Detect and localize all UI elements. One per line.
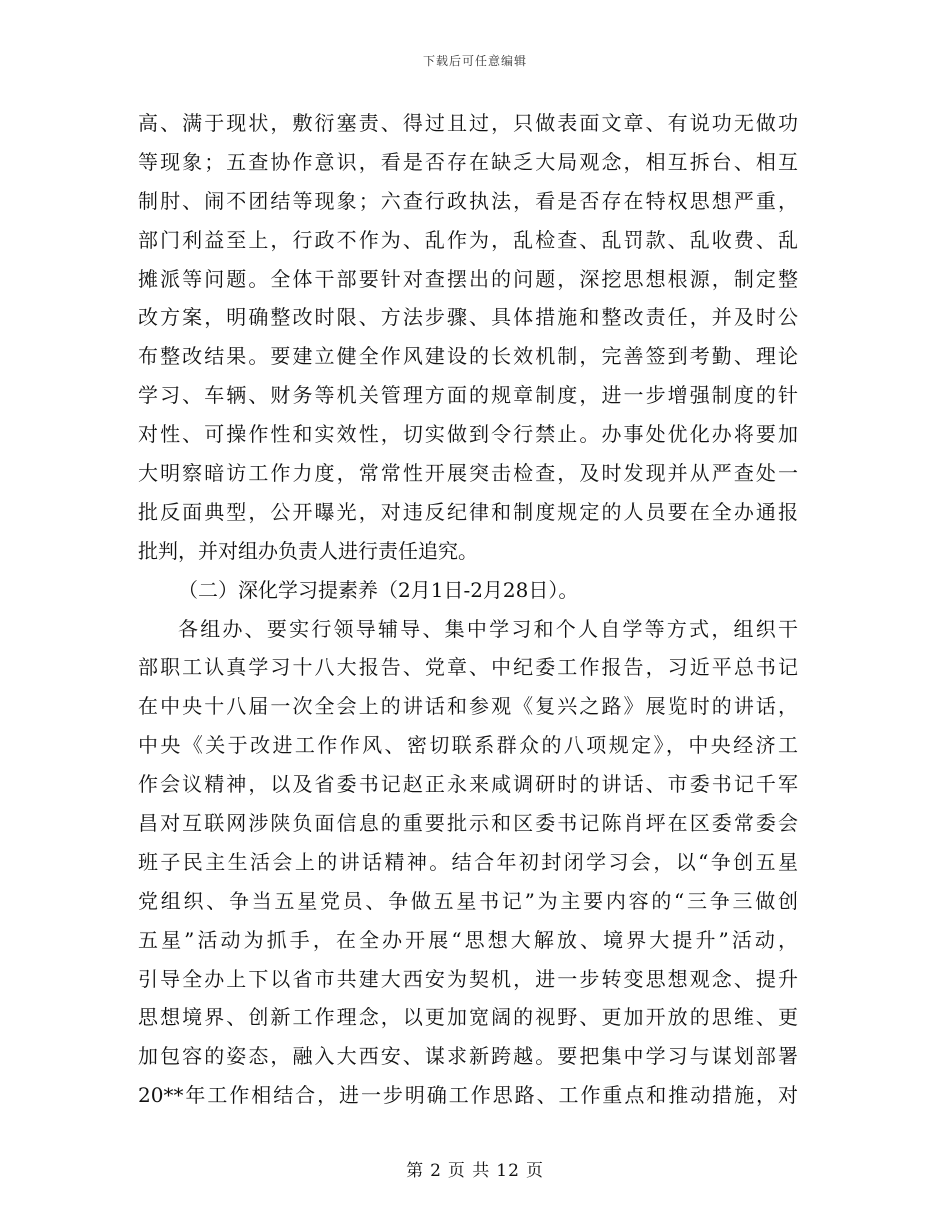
body-line: 班子民主生活会上的讲话精神。结合年初封闭学习会，以“争创五星 [138,849,798,874]
current-page-number: 2 [430,1161,442,1181]
body-line: 批反面典型，公开曝光，对违反纪律和制度规定的人员要在全办通报 [138,499,798,524]
body-line: 加包容的姿态，融入大西安、谋求新跨越。要把集中学习与谋划部署 [138,1044,798,1069]
body-line: 高、满于现状，敷衍塞责、得过且过，只做表面文章、有说功无做功 [138,111,798,135]
body-line: 作会议精神，以及省委书记赵正永来咸调研时的讲话、市委书记千军 [138,772,798,797]
body-line: 制肘、闹不团结等现象；六查行政执法，看是否存在特权思想严重， [138,188,798,213]
body-line: 学习、车辆、财务等机关管理方面的规章制度，进一步增强制度的针 [138,383,798,408]
body-line: 部职工认真学习十八大报告、党章、中纪委工作报告，习近平总书记 [138,655,798,680]
page-number-footer [0,1156,950,1181]
body-line: 各组办、要实行领导辅导、集中学习和个人自学等方式，组织干 [178,616,798,641]
body-line: 摊派等问题。全体干部要针对查摆出的问题，深挖思想根源，制定整 [138,266,798,291]
total-page-count: 12 [496,1161,520,1181]
body-line: 党组织、争当五星党员、争做五星书记”为主要内容的“三争三做创 [138,888,798,913]
body-line: 在中央十八届一次全会上的讲话和参观《复兴之路》展览时的讲话， [138,694,798,719]
body-line: 昌对互联网涉陕负面信息的重要批示和区委书记陈肖坪在区委常委会 [138,811,798,836]
section-heading: （二）深化学习提素养（2月1日-2月28日）。 [178,577,579,602]
body-line: 大明察暗访工作力度，常常性开展突击检查，及时发现并从严查处一 [138,461,798,486]
body-line: 引导全办上下以省市共建大西安为契机，进一步转变思想观念、提升 [138,966,798,991]
body-line: 对性、可操作性和实效性，切实做到令行禁止。办事处优化办将要加 [138,422,798,447]
body-line: 五星”活动为抓手，在全办开展“思想大解放、境界大提升”活动， [138,927,798,952]
body-line: 中央《关于改进工作作风、密切联系群众的八项规定》，中央经济工 [138,733,798,758]
body-line: 思想境界、创新工作理念，以更加宽阔的视野、更加开放的思维、更 [138,1005,798,1030]
body-line: 部门利益至上，行政不作为、乱作为，乱检查、乱罚款、乱收费、乱 [138,227,798,252]
body-line: 20**年工作相结合，进一步明确工作思路、工作重点和推动措施，对 [138,1083,798,1108]
body-line: 改方案，明确整改时限、方法步骤、具体措施和整改责任，并及时公 [138,305,798,330]
document-body [138,104,798,1115]
body-line: 批判，并对组办负责人进行责任追究。 [138,538,478,563]
footer-suffix: 页 [525,1161,544,1181]
page-header: 下载后可任意编辑 [422,54,527,68]
body-line: 等现象；五查协作意识，看是否存在缺乏大局观念，相互拆台、相互 [138,149,798,174]
footer-mid: 页 共 [447,1161,491,1181]
footer-prefix: 第 [406,1161,425,1181]
body-line: 布整改结果。要建立健全作风建设的长效机制，完善签到考勤、理论 [138,344,798,369]
